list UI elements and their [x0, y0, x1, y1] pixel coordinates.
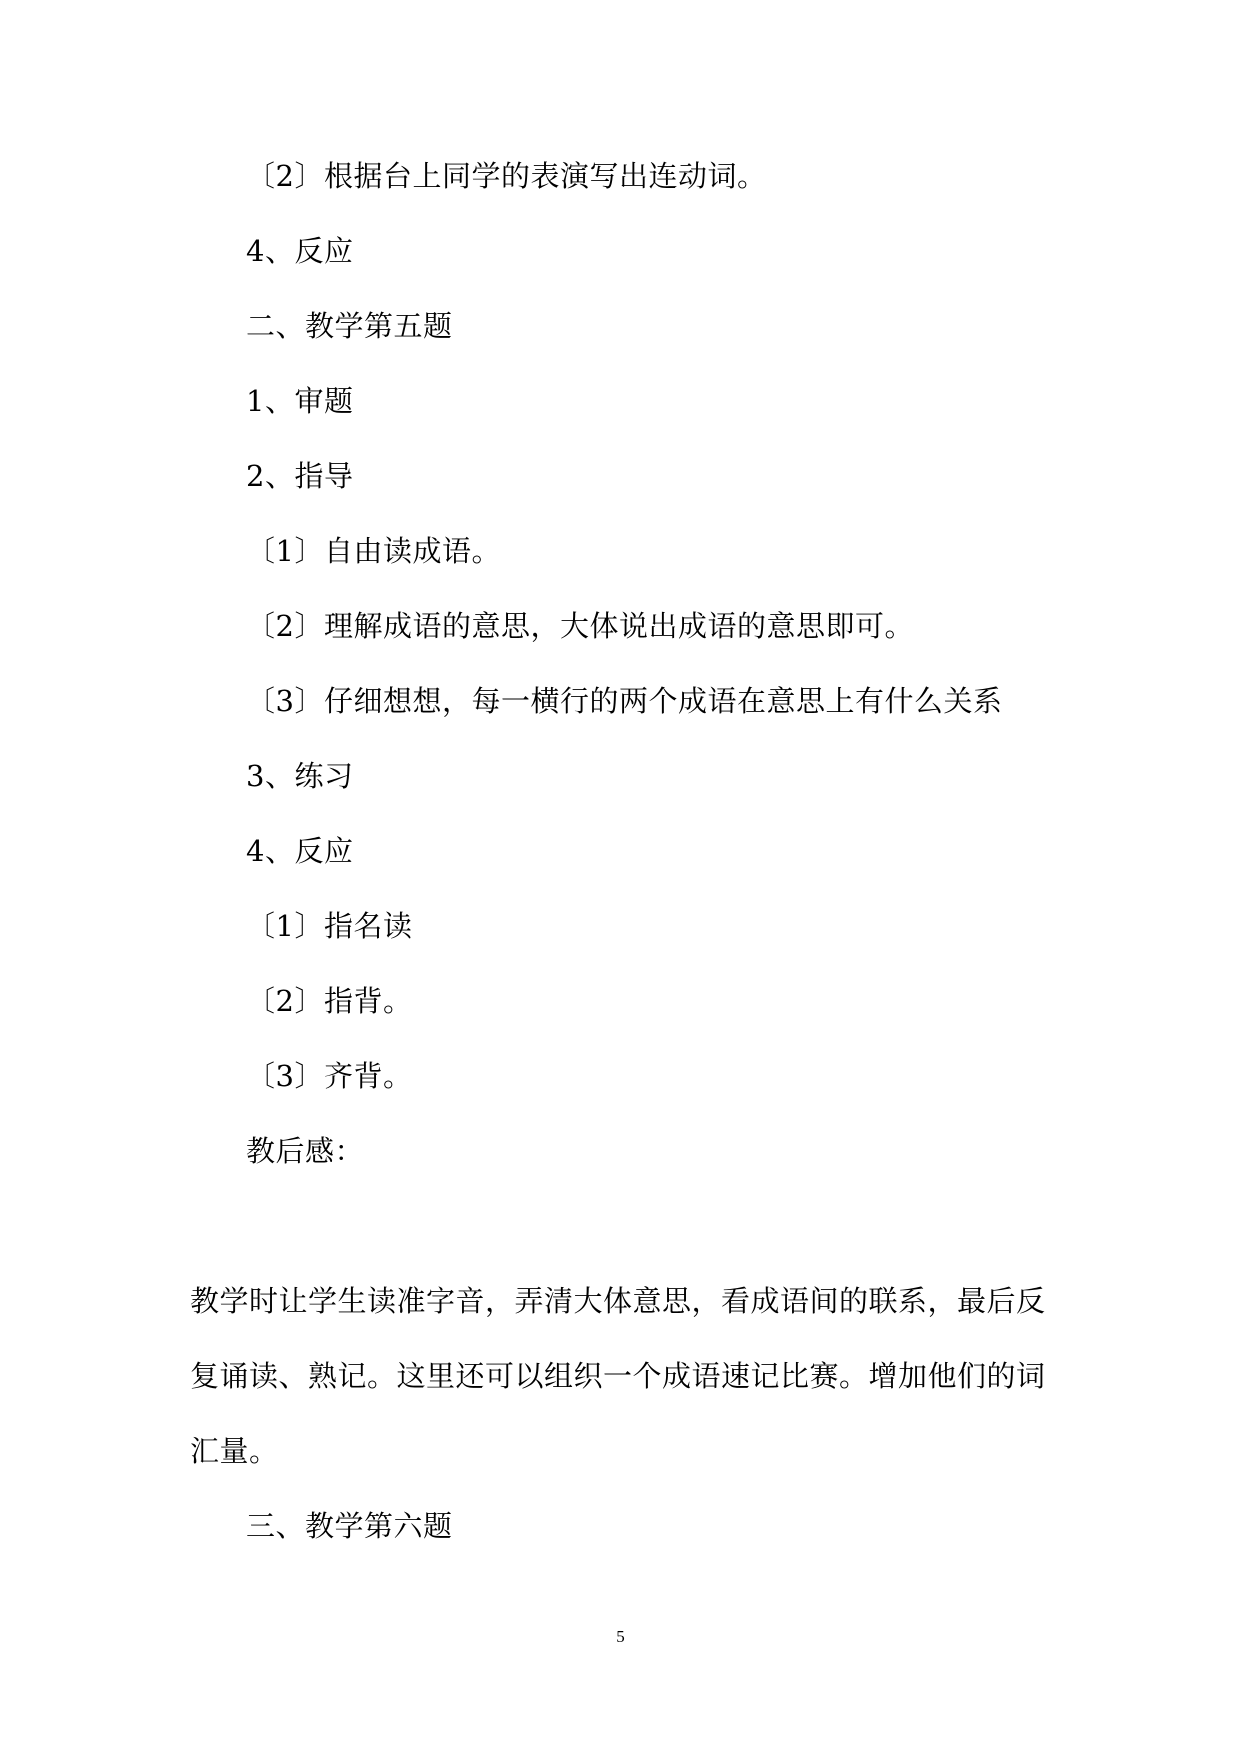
- reflection-line: 教学时让学生读准字音，弄清大体意思，看成语间的联系，最后反: [190, 1284, 1046, 1318]
- page-number: 5: [616, 1627, 625, 1646]
- section-heading: 三、教学第六题: [246, 1509, 453, 1543]
- paragraph-line: 4、反应: [246, 234, 354, 268]
- reflection-line: 复诵读、熟记。这里还可以组织一个成语速记比赛。增加他们的词: [190, 1359, 1046, 1393]
- paragraph-line: 〔1〕自由读成语。: [246, 534, 501, 568]
- paragraph-line: 〔1〕指名读: [246, 909, 413, 943]
- paragraph-line: 〔3〕仔细想想，每一横行的两个成语在意思上有什么关系: [246, 684, 1003, 718]
- paragraph-line: 4、反应: [246, 834, 354, 868]
- paragraph-line: 〔2〕指背。: [246, 984, 413, 1018]
- reflection-heading: 教后感：: [246, 1134, 365, 1168]
- paragraph-line: 〔2〕根据台上同学的表演写出连动词。: [246, 159, 767, 193]
- paragraph-line: 3、练习: [246, 759, 354, 793]
- paragraph-line: 2、指导: [246, 459, 354, 493]
- paragraph-line: 1、审题: [246, 384, 354, 418]
- section-heading: 二、教学第五题: [246, 309, 453, 343]
- paragraph-line: 〔3〕齐背。: [246, 1059, 413, 1093]
- paragraph-line: 〔2〕理解成语的意思，大体说出成语的意思即可。: [246, 609, 914, 643]
- reflection-line: 汇量。: [190, 1434, 279, 1468]
